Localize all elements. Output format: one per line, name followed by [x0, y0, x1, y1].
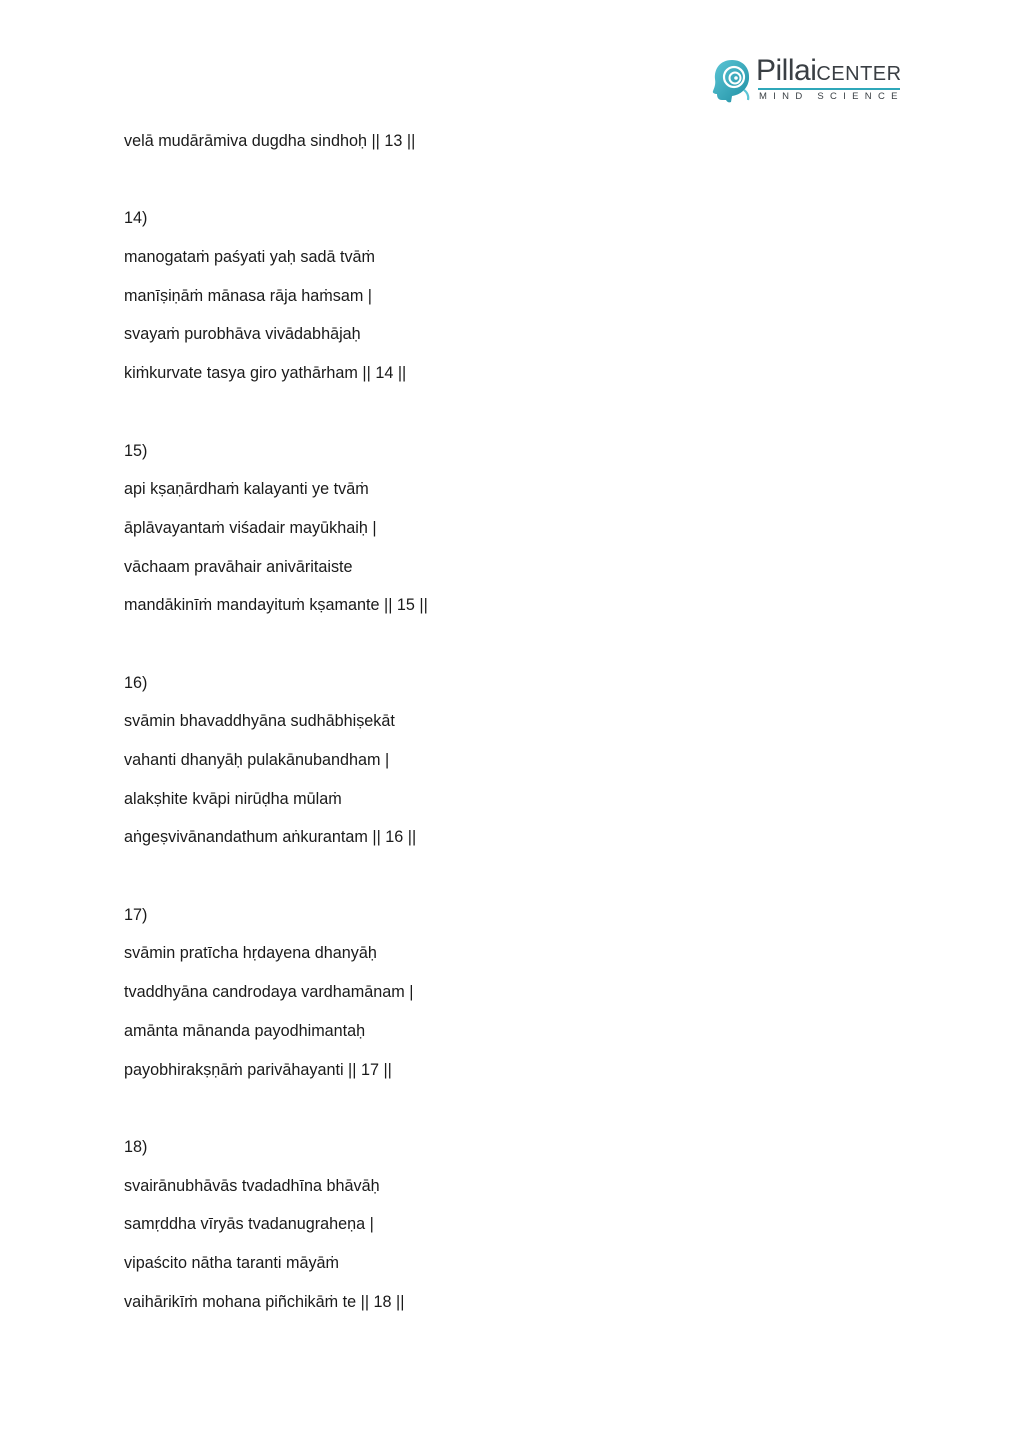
pillai-center-logo [712, 56, 902, 108]
verse-line: velā mudārāmiva dugdha sindhoḥ || 13 || [124, 132, 416, 150]
verse-17 [124, 896, 884, 1089]
verse-number: 17) [124, 905, 148, 924]
verse-line: svāmin pratīcha hṛdayena dhanyāḥ [124, 944, 377, 963]
verse-line: svāmin bhavaddhyāna sudhābhiṣekāt [124, 712, 395, 731]
verse-line: payobhirakṣṇāṁ parivāhayanti || 17 || [124, 1060, 392, 1079]
logo-tagline: MIND SCIENCE [759, 91, 904, 102]
verse-line: aṅgeṣvivānandathum aṅkurantam || 16 || [124, 828, 417, 847]
verse-line: tvaddhyāna candrodaya vardhamānam | [124, 983, 414, 1002]
verse-15 [124, 432, 884, 625]
verse-line: vāchaam pravāhair anivāritaiste [124, 557, 353, 576]
verse-line: api kṣaṇārdhaṁ kalayanti ye tvāṁ [124, 480, 369, 499]
verse-number: 18) [124, 1137, 148, 1156]
verse-line: vaihārikīṁ mohana piñchikāṁ te || 18 || [124, 1292, 405, 1311]
logo-divider [758, 88, 900, 90]
verse-18 [124, 1128, 884, 1321]
document-body [124, 122, 884, 1321]
verse-line: alakṣhite kvāpi nirūḍha mūlaṁ [124, 789, 342, 808]
verse-line: svayaṁ purobhāva vivādabhājaḥ [124, 325, 361, 344]
verse-number: 14) [124, 209, 148, 228]
verse-line: vahanti dhanyāḥ pulakānubandham | [124, 751, 390, 769]
verse-line: manogataṁ paśyati yaḥ sadā tvāṁ [124, 248, 376, 267]
verse-line: āplāvayantaṁ viśadair mayūkhaiḥ | [124, 518, 377, 537]
verse-number: 16) [124, 673, 148, 692]
verse-line: svairānubhāvās tvadadhīna bhāvāḥ [124, 1176, 380, 1195]
verse-line: samṛddha vīryās tvadanugraheṇa | [124, 1215, 374, 1234]
verse-14 [124, 199, 884, 392]
verse-line: mandākinīṁ mandayituṁ kṣamante || 15 || [124, 596, 428, 615]
verse-line: kiṁkurvate tasya giro yathārham || 14 || [124, 364, 407, 383]
verse-16 [124, 664, 884, 857]
verse-number: 15) [124, 441, 148, 460]
verse-13-tail [124, 122, 884, 161]
logo-brand-secondary: CENTER [816, 63, 902, 85]
logo-wordmark [756, 56, 902, 86]
logo-brand-main: Pillai [756, 54, 817, 87]
verse-line: vipaścito nātha taranti māyāṁ [124, 1253, 340, 1272]
verse-line: amānta mānanda payodhimantaḥ [124, 1021, 366, 1040]
verse-line: manīṣiṇāṁ mānasa rāja haṁsam | [124, 286, 373, 305]
head-spiral-icon [712, 58, 754, 104]
